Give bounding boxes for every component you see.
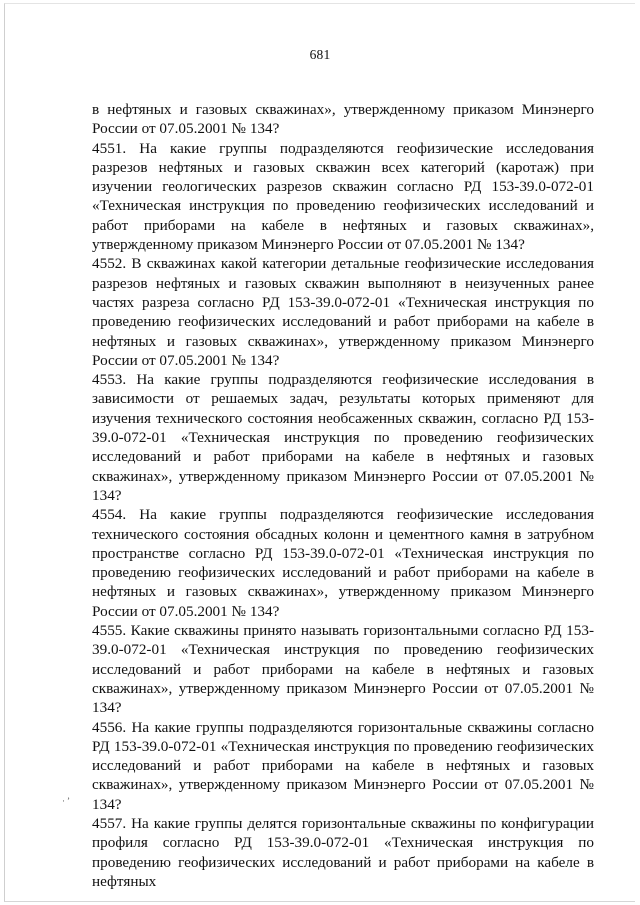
question-4551: 4551. На какие группы подразделяются геофизические исследования разрезов нефтяных и газовых скважин всех категорий (каротаж) при изучении геологических разрезов скважин согласно РД 153-39.0-072-01 «Техническая инструкция по проведению геофизических исследований и работ приборами на кабеле в нефтяных и газовых скважинах», утвержденному приказом Минэнерго России от 07.05.2001 № 134? [92, 139, 594, 254]
page-number: 681 [309, 47, 331, 62]
document-body [92, 100, 594, 891]
question-4553: 4553. На какие группы подразделяются геофизические исследования в зависимости от решаемых задач, результаты которых применяют для изучения технического состояния необсаженных скважин, согласно РД 153-39.0-072-01 «Техническая инструкция по проведению геофизических исследований и работ приборами на кабеле в нефтяных и газовых скважинах», утвержденному приказом Минэнерго России от 07.05.2001 № 134? [92, 371, 594, 504]
question-4554: 4554. На какие группы подразделяются геофизические исследования технического состояния обсадных колонн и цементного камня в затрубном пространстве согласно РД 153-39.0-072-01 «Техническая инструкция по проведению геофизических исследований и работ приборами на кабеле в нефтяных и газовых скважинах», утвержденному приказом Минэнерго России от 07.05.2001 № 134? [92, 506, 594, 620]
question-4557: 4557. На какие группы делятся горизонтальные скважины по конфигурации профиля согласно РД 153-39.0-072-01 «Техническая инструкция по проведению геофизических исследований и работ приборами на кабеле в нефтяных [92, 814, 594, 890]
question-4555: 4555. Какие скважины принято называть горизонтальными согласно РД 153-39.0-072-01 «Техническая инструкция по проведению геофизических исследований и работ приборами на кабеле в нефтяных и газовых скважинах», утвержденному приказом Минэнерго России от 07.05.2001 № 134? [92, 622, 594, 717]
question-4556: 4556. На какие группы подразделяются горизонтальные скважины согласно РД 153-39.0-072-01 «Техническая инструкция по проведению геофизических исследований и работ приборами на кабеле в нефтяных и газовых скважинах», утвержденному приказом Минэнерго России от 07.05.2001 № 134? [92, 718, 594, 813]
paragraph-continuation: в нефтяных и газовых скважинах», утвержденному приказом Минэнерго России от 07.05.2001 № 134? [92, 101, 594, 138]
scan-artifact-mark: ·’ [62, 796, 72, 806]
question-4552: 4552. В скважинах какой категории детальные геофизические исследования разрезов нефтяных и газовых скважин выполняют в неизученных ранее частях разреза согласно РД 153-39.0-072-01 «Техническая инструкция по проведению геофизических исследований и работ приборами на кабеле в нефтяных и газовых скважинах», утвержденному приказом Минэнерго России от 07.05.2001 № 134? [92, 255, 594, 369]
